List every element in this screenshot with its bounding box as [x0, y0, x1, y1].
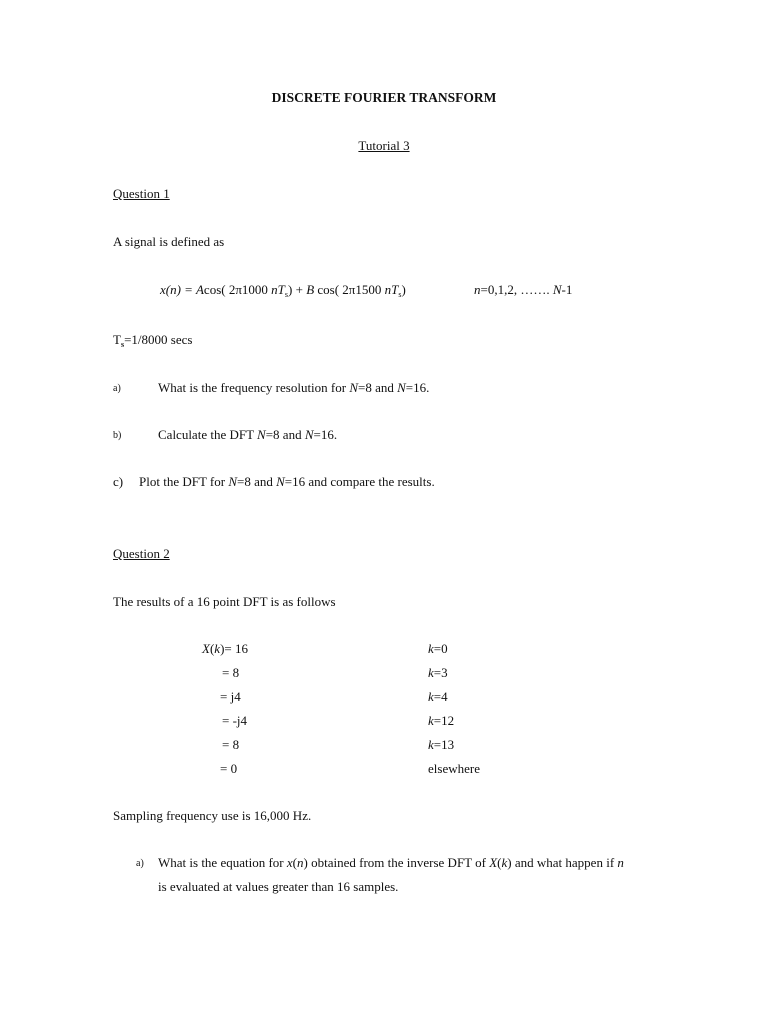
q2a-text2: ) obtained from the inverse DFT of — [303, 855, 490, 870]
dft-k: k — [214, 641, 221, 656]
dft-row-1-index — [428, 665, 448, 681]
dft-row-0-index — [428, 641, 448, 657]
q2a-X: X — [489, 855, 498, 870]
eq-lhs: x(n) = — [160, 282, 196, 297]
q1c-N2: N — [276, 474, 285, 489]
q1b-N2: N — [304, 427, 314, 442]
q2-item-a-line2: is evaluated at values greater than 16 samples. — [158, 879, 399, 894]
dft-row-2-value — [220, 689, 241, 705]
q2a-text: What is the equation for — [158, 855, 287, 870]
dft-row-4-index — [428, 737, 454, 753]
dft-val: )= 16 — [220, 641, 248, 656]
eq-cos1: cos( 2π1000 — [203, 282, 272, 297]
q2a-n: n — [297, 855, 304, 870]
eq-B: B — [306, 282, 315, 297]
ts-s: s — [120, 340, 125, 349]
range-minus: -1 — [561, 282, 573, 297]
dft-row-0-value — [202, 641, 248, 657]
range-N: N — [552, 282, 562, 297]
dft-index-k: k — [428, 665, 434, 680]
dft-index-val: =13 — [433, 737, 455, 752]
dft-index-val: =0 — [433, 641, 448, 656]
q1-item-b-text — [158, 427, 337, 443]
question-2-intro: The results of a 16 point DFT is as follows — [113, 594, 336, 609]
q1c-part: Plot the DFT for — [139, 474, 229, 489]
eq-mid: ) + — [288, 282, 307, 297]
q1c-N1: N — [228, 474, 237, 489]
ts-T: T — [113, 332, 121, 347]
q1c-part2: =8 and — [237, 474, 277, 489]
ts-value: =1/8000 secs — [124, 332, 193, 347]
question-1-heading: Question 1 — [113, 186, 170, 201]
q1c-part3: =16 and compare the results. — [284, 474, 435, 489]
dft-row-2-index — [428, 689, 448, 705]
q1-item-c-text — [139, 474, 435, 490]
eq-s1: s — [284, 290, 289, 299]
eq-nT1: nT — [271, 282, 285, 297]
sampling-period — [113, 332, 192, 353]
q1b-part2: =8 and — [265, 427, 305, 442]
dft-row-3-index — [428, 713, 454, 729]
dft-row-3-value: = -j4 — [222, 713, 248, 728]
q1a-N2: N — [397, 380, 406, 395]
dft-index-k: k — [428, 641, 434, 656]
dft-paren: ( — [209, 641, 215, 656]
tutorial-subtitle: Tutorial 3 — [358, 138, 410, 153]
q1a-part3: =16. — [405, 380, 430, 395]
q1a-N1: N — [349, 380, 358, 395]
q1-item-c-label: c) — [113, 474, 124, 489]
q1-item-a-text — [158, 380, 429, 396]
q2a-paren2: ( — [497, 855, 502, 870]
q1-item-b-label: b) — [113, 430, 122, 441]
q1a-part: What is the frequency resolution for — [158, 380, 350, 395]
q2a-paren: ( — [292, 855, 298, 870]
dft-index-val: =3 — [433, 665, 448, 680]
dft-index-k: k — [428, 689, 434, 704]
q2a-x: x — [286, 855, 293, 870]
dft-index-val: =4 — [433, 689, 448, 704]
range-values: =0,1,2, ……. — [480, 282, 553, 297]
dft-index-k: k — [428, 713, 434, 728]
eq-s2: s — [398, 290, 402, 299]
q2a-text3: ) and what happen if — [507, 855, 618, 870]
q1-item-a-label: a) — [113, 383, 121, 394]
signal-equation — [160, 282, 406, 303]
sampling-frequency: Sampling frequency use is 16,000 Hz. — [113, 808, 312, 823]
dft-row-1-value: = 8 — [222, 665, 240, 680]
question-2-heading: Question 2 — [113, 546, 170, 561]
eq-nT2: nT — [384, 282, 399, 297]
dft-index-val: =12 — [433, 713, 455, 728]
q2a-k: k — [501, 855, 508, 870]
dft-X: X — [202, 641, 210, 656]
eq-end: ) — [401, 282, 406, 297]
question-1-intro: A signal is defined as — [113, 234, 225, 249]
q2-item-a-line1 — [158, 855, 624, 871]
dft-val: = j4 — [220, 689, 241, 704]
eq-cos2: cos( 2π1500 — [314, 282, 385, 297]
dft-row-4-value: = 8 — [222, 737, 240, 752]
sample-range — [474, 282, 572, 298]
dft-row-5-value: = 0 — [220, 761, 238, 776]
q2a-n2: n — [617, 855, 624, 870]
dft-index-k: k — [428, 737, 434, 752]
q1a-part2: =8 and — [358, 380, 398, 395]
q2-item-a-label: a) — [136, 858, 144, 869]
q1b-part: Calculate the DFT — [158, 427, 258, 442]
dft-row-5-index: elsewhere — [428, 761, 480, 776]
document-title: DISCRETE FOURIER TRANSFORM — [271, 90, 497, 105]
range-n: n — [474, 282, 481, 297]
q1b-part3: =16. — [313, 427, 338, 442]
eq-A: A — [195, 282, 204, 297]
q1b-N1: N — [257, 427, 266, 442]
